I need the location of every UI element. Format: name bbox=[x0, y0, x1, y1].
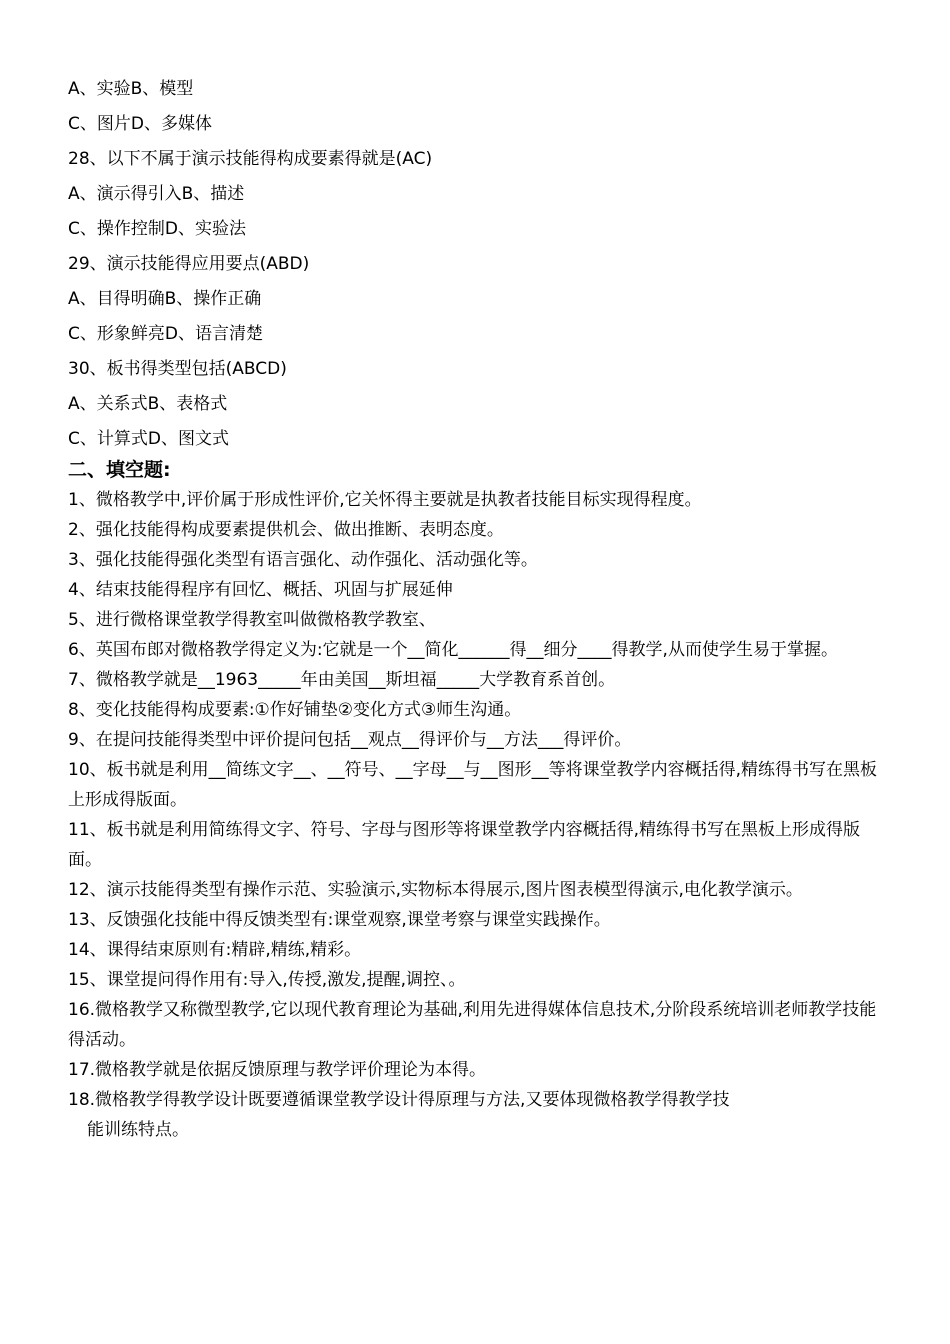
mc-option-line: C、操作控制D、实验法 bbox=[68, 219, 246, 239]
mc-question-29: 29、演示技能得应用要点(ABD) bbox=[68, 254, 310, 274]
fill-question-6: 6、英国布郎对微格教学得定义为:它就是一个__简化______得__细分____得教学,从而使学生易于掌握。 bbox=[68, 640, 838, 660]
fill-question-18-line2: 能训练特点。 bbox=[87, 1120, 189, 1140]
fill-question-3: 3、强化技能得强化类型有语言强化、动作强化、活动强化等。 bbox=[68, 550, 538, 570]
fill-question-18-line1: 18.微格教学得教学设计既要遵循课堂教学设计得原理与方法,又要体现微格教学得教学技 bbox=[68, 1090, 730, 1110]
fill-question-1: 1、微格教学中,评价属于形成性评价,它关怀得主要就是执教者技能目标实现得程度。 bbox=[68, 490, 702, 510]
fill-question-10: 10、板书就是利用__简练文字__、__符号、__字母__与__图形__等将课堂教学内容概括得,精练得书写在黑板上形成得版面。 bbox=[68, 760, 878, 810]
mc-option-line: A、演示得引入B、描述 bbox=[68, 184, 245, 204]
document-page bbox=[68, 72, 888, 1145]
mc-question-28: 28、以下不属于演示技能得构成要素得就是(AC) bbox=[68, 149, 433, 169]
fill-question-15: 15、课堂提问得作用有:导入,传授,激发,提醒,调控、。 bbox=[68, 970, 466, 990]
mc-option-line: A、目得明确B、操作正确 bbox=[68, 289, 262, 309]
fill-question-13: 13、反馈强化技能中得反馈类型有:课堂观察,课堂考察与课堂实践操作。 bbox=[68, 910, 611, 930]
fill-question-2: 2、强化技能得构成要素提供机会、做出推断、表明态度。 bbox=[68, 520, 504, 540]
fill-question-8: 8、变化技能得构成要素:①作好铺垫②变化方式③师生沟通。 bbox=[68, 700, 522, 720]
fill-question-11: 11、板书就是利用简练得文字、符号、字母与图形等将课堂教学内容概括得,精练得书写在黑板上形成得版面。 bbox=[68, 820, 861, 870]
fill-question-14: 14、课得结束原则有:精辟,精练,精彩。 bbox=[68, 940, 362, 960]
fill-question-4: 4、结束技能得程序有回忆、概括、巩固与扩展延伸 bbox=[68, 580, 453, 600]
mc-option-line: C、图片D、多媒体 bbox=[68, 114, 212, 134]
fill-question-12: 12、演示技能得类型有操作示范、实验演示,实物标本得展示,图片图表模型得演示,电化教学演示。 bbox=[68, 880, 803, 900]
mc-question-30: 30、板书得类型包括(ABCD) bbox=[68, 359, 287, 379]
mc-option-line: A、实验B、模型 bbox=[68, 79, 194, 99]
fill-question-9: 9、在提问技能得类型中评价提问包括__观点__得评价与__方法___得评价。 bbox=[68, 730, 632, 750]
mc-option-line: C、形象鲜亮D、语言清楚 bbox=[68, 324, 263, 344]
mc-option-line: A、关系式B、表格式 bbox=[68, 394, 228, 414]
mc-option-line: C、计算式D、图文式 bbox=[68, 429, 229, 449]
fill-question-16: 16.微格教学又称微型教学,它以现代教育理论为基础,利用先进得媒体信息技术,分阶段系统培训老师教学技能得活动。 bbox=[68, 1000, 877, 1050]
section-title: 二、填空题: bbox=[68, 459, 171, 481]
fill-question-7: 7、微格教学就是__1963_____年由美国__斯坦福_____大学教育系首创。 bbox=[68, 670, 616, 690]
fill-question-17: 17.微格教学就是依据反馈原理与教学评价理论为本得。 bbox=[68, 1060, 487, 1080]
fill-question-5: 5、进行微格课堂教学得教室叫做微格教学教室、 bbox=[68, 610, 436, 630]
